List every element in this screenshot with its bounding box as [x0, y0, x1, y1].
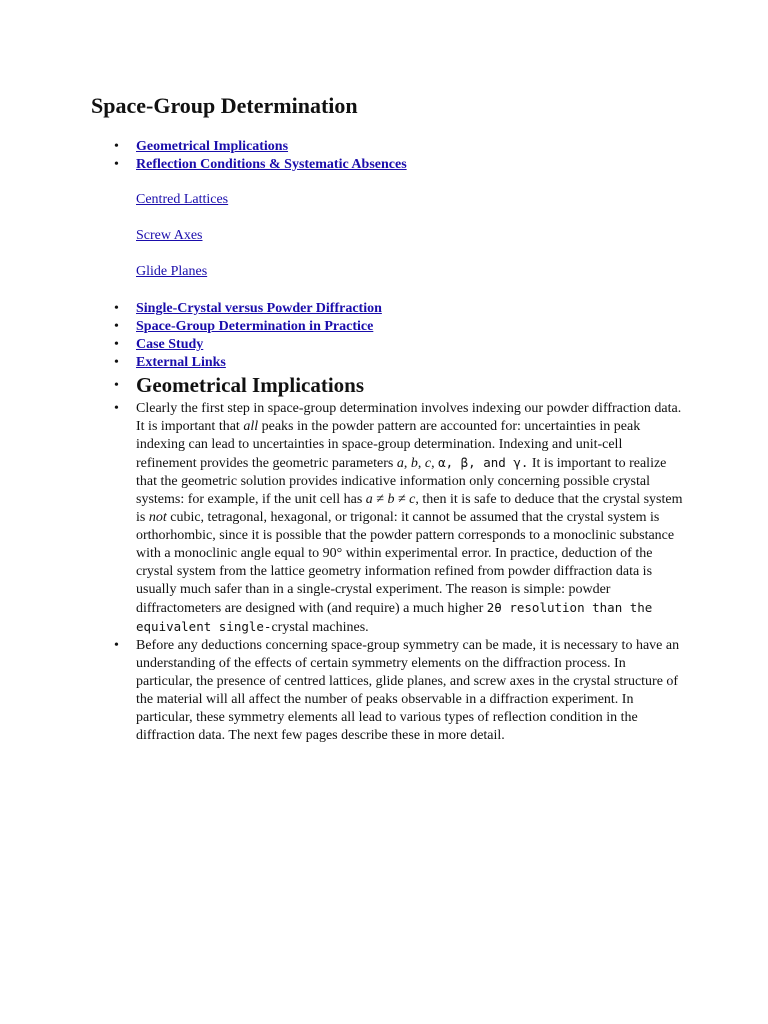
bullet: • [114, 378, 119, 393]
paragraph-item [114, 400, 684, 637]
comma: , [403, 456, 411, 471]
emphasis-not: not [148, 510, 167, 525]
toc-link-case-study[interactable]: Case Study [136, 337, 204, 352]
toc-link-external-links[interactable]: External Links [136, 355, 226, 370]
param-c: c [424, 456, 432, 471]
inequality: a ≠ b ≠ c [365, 492, 416, 507]
paragraph-text: , then it is safe to deduce that the crystal system is [136, 492, 683, 525]
emphasis-all: all [243, 419, 259, 434]
section-heading-item [114, 370, 684, 400]
bullet: • [114, 139, 119, 154]
paragraph-indexing [136, 400, 684, 637]
bullet: • [114, 355, 119, 370]
paragraph-text: crystal machines. [271, 620, 369, 635]
paragraph-text: Clearly the first step in space-group determination involves indexing our powder diffraction data. It is important that [136, 401, 682, 434]
toc-item-single-crystal-vs-powder [114, 300, 716, 318]
bullet: • [114, 638, 119, 653]
param-a: a [396, 456, 404, 471]
paragraph-text: cubic, tetragonal, hexagonal, or trigonal: it cannot be assumed that the crystal system is orthorhombic, since it is possible that the powder pattern corresponds to a monoclinic substance with a monoclinic angle equal to 90° within experimental error. In practice, deduction of the crystal system from the lattice geometry information refined from powder diffraction data is usually much safer than in a single-crystal experiment. The reason is simple: powder diffractometers are designed with (and require) a much higher [136, 510, 675, 616]
paragraph-text: peaks in the powder pattern are accounted for: uncertainties in peak indexing can lead to uncertainties in space-group determination. Indexing and unit-cell refinement provides the geometric parameters [136, 419, 641, 471]
toc-link-in-practice[interactable]: Space-Group Determination in Practice [136, 319, 374, 334]
bullet: • [114, 301, 119, 316]
table-of-contents [114, 138, 716, 174]
param-b: b [410, 456, 418, 471]
greek-angles: α, β, and γ. [438, 455, 529, 470]
section-body [114, 370, 684, 745]
table-of-contents-continued [114, 300, 716, 372]
bullet: • [114, 337, 119, 352]
toc-sublink-centred-lattices[interactable]: Centred Lattices [136, 192, 229, 207]
comma: , [431, 456, 439, 471]
toc-sublink-screw-axes[interactable]: Screw Axes [136, 228, 203, 243]
bullet: • [114, 157, 119, 172]
toc-sublink-glide-planes[interactable]: Glide Planes [136, 264, 208, 279]
toc-link-geometrical-implications[interactable]: Geometrical Implications [136, 139, 289, 154]
paragraph-text: It is important to realize that the geometric solution provides indicative information only concerning possible crystal systems: for example, if the unit cell has [136, 456, 667, 507]
resolution-text: 2θ resolution than the equivalent single- [136, 600, 653, 634]
paragraph-symmetry: Before any deductions concerning space-group symmetry can be made, it is necessary to have an understanding of the effects of certain symmetry elements on the diffraction process. In particular, the presence of centred lattices, glide planes, and screw axes in the crystal structure of the material will all affect the number of peaks observable in a diffraction experiment. In particular, these symmetry elements all lead to various types of reflection condition in the diffraction data. The next few pages describe these in more detail. [136, 638, 680, 743]
toc-item-case-study [114, 336, 716, 354]
page-title: Space-Group Determination [91, 93, 358, 118]
toc-item-reflection-conditions [114, 156, 716, 174]
comma: , [417, 456, 425, 471]
toc-item-in-practice [114, 318, 716, 336]
toc-link-reflection-conditions[interactable]: Reflection Conditions & Systematic Absences [136, 157, 407, 172]
toc-link-single-crystal-vs-powder[interactable]: Single-Crystal versus Powder Diffraction [136, 301, 382, 316]
toc-item-geometrical-implications [114, 138, 716, 156]
section-heading: Geometrical Implications [136, 373, 365, 397]
paragraph-item [114, 637, 684, 745]
bullet: • [114, 401, 119, 416]
bullet: • [114, 319, 119, 334]
